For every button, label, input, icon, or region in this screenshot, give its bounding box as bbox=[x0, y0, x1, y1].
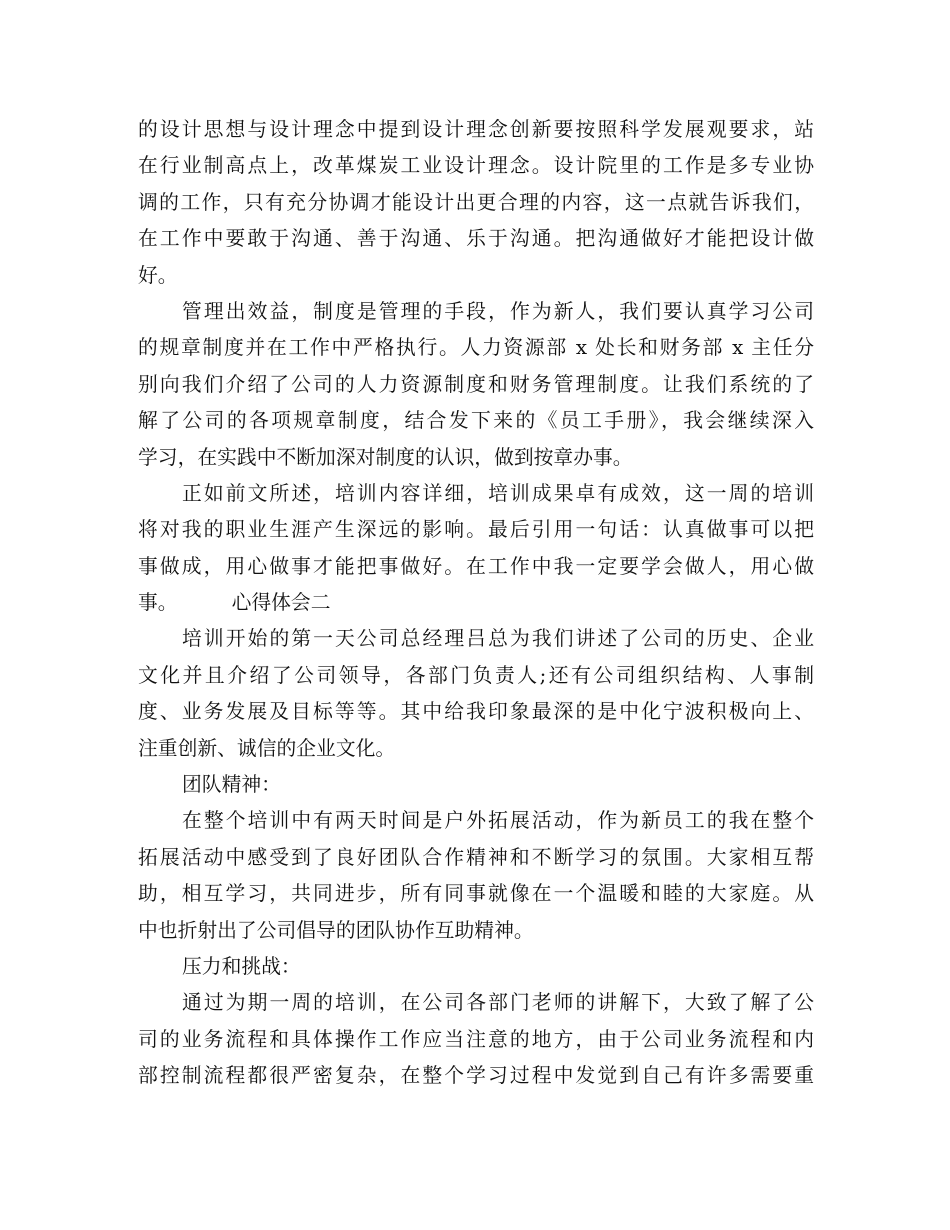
text-line: 度、业务发展及目标等等。其中给我印象最深的是中化宁波积极向上、 bbox=[138, 700, 814, 724]
text-line: 解了公司的各项规章制度，结合发下来的《员工手册》，我会继续深入 bbox=[138, 409, 814, 433]
paragraph-first-line: 培训开始的第一天公司总经理吕总为我们讲述了公司的历史、企业 bbox=[182, 627, 814, 651]
text-line: 好。 bbox=[138, 263, 178, 287]
text-line: 事。 bbox=[138, 591, 178, 615]
document-body bbox=[138, 112, 814, 1095]
subheading: 压力和挑战： bbox=[182, 954, 301, 978]
paragraph-first-line: 正如前文所述，培训内容详细，培训成果卓有成效，这一周的培训 bbox=[182, 481, 814, 505]
text-line: 调的工作，只有充分协调才能设计出更合理的内容，这一点就告诉我们， bbox=[138, 190, 814, 214]
subheading: 团队精神： bbox=[182, 773, 281, 797]
text-line: 中也折射出了公司倡导的团队协作互助精神。 bbox=[138, 918, 534, 942]
text-line: 将对我的职业生涯产生深远的影响。最后引用一句话：认真做事可以把 bbox=[138, 518, 814, 542]
paragraph-first-line: 通过为期一周的培训，在公司各部门老师的讲解下，大致了解了公 bbox=[182, 991, 814, 1015]
text-line: 的设计思想与设计理念中提到设计理念创新要按照科学发展观要求，站 bbox=[138, 118, 814, 141]
paragraph-first-line: 在整个培训中有两天时间是户外拓展活动，作为新员工的我在整个 bbox=[182, 809, 814, 833]
section-heading: 心得体会二 bbox=[231, 591, 331, 615]
text-line: 司的业务流程和具体操作工作应当注意的地方，由于公司业务流程和内 bbox=[138, 1027, 814, 1051]
text-line: 注重创新、诚信的企业文化。 bbox=[138, 736, 396, 760]
text-line: 事做成，用心做事才能把事做好。在工作中我一定要学会做人，用心做 bbox=[138, 554, 814, 578]
paragraph-first-line: 管理出效益，制度是管理的手段，作为新人，我们要认真学习公司 bbox=[182, 299, 814, 323]
text-line: 在行业制高点上，改革煤炭工业设计理念。设计院里的工作是多专业协 bbox=[138, 154, 814, 178]
text-line: 别向我们介绍了公司的人力资源制度和财务管理制度。让我们系统的了 bbox=[138, 372, 814, 396]
text-line: 学习，在实践中不断加深对制度的认识，做到按章办事。 bbox=[138, 445, 633, 469]
text-line: 部控制流程都很严密复杂，在整个学习过程中发觉到自己有许多需要重 bbox=[138, 1064, 814, 1088]
text-line: 文化并且介绍了公司领导，各部门负责人;还有公司组织结构、人事制 bbox=[138, 663, 814, 687]
text-line-with-heading bbox=[138, 585, 814, 621]
text-line: 助，相互学习，共同进步，所有同事就像在一个温暖和睦的大家庭。从 bbox=[138, 882, 814, 906]
text-line: 的规章制度并在工作中严格执行。人力资源部 x 处长和财务部 x 主任分 bbox=[138, 336, 814, 360]
text-line: 拓展活动中感受到了良好团队合作精神和不断学习的氛围。大家相互帮 bbox=[138, 845, 814, 869]
text-line: 在工作中要敢于沟通、善于沟通、乐于沟通。把沟通做好才能把设计做 bbox=[138, 227, 814, 251]
